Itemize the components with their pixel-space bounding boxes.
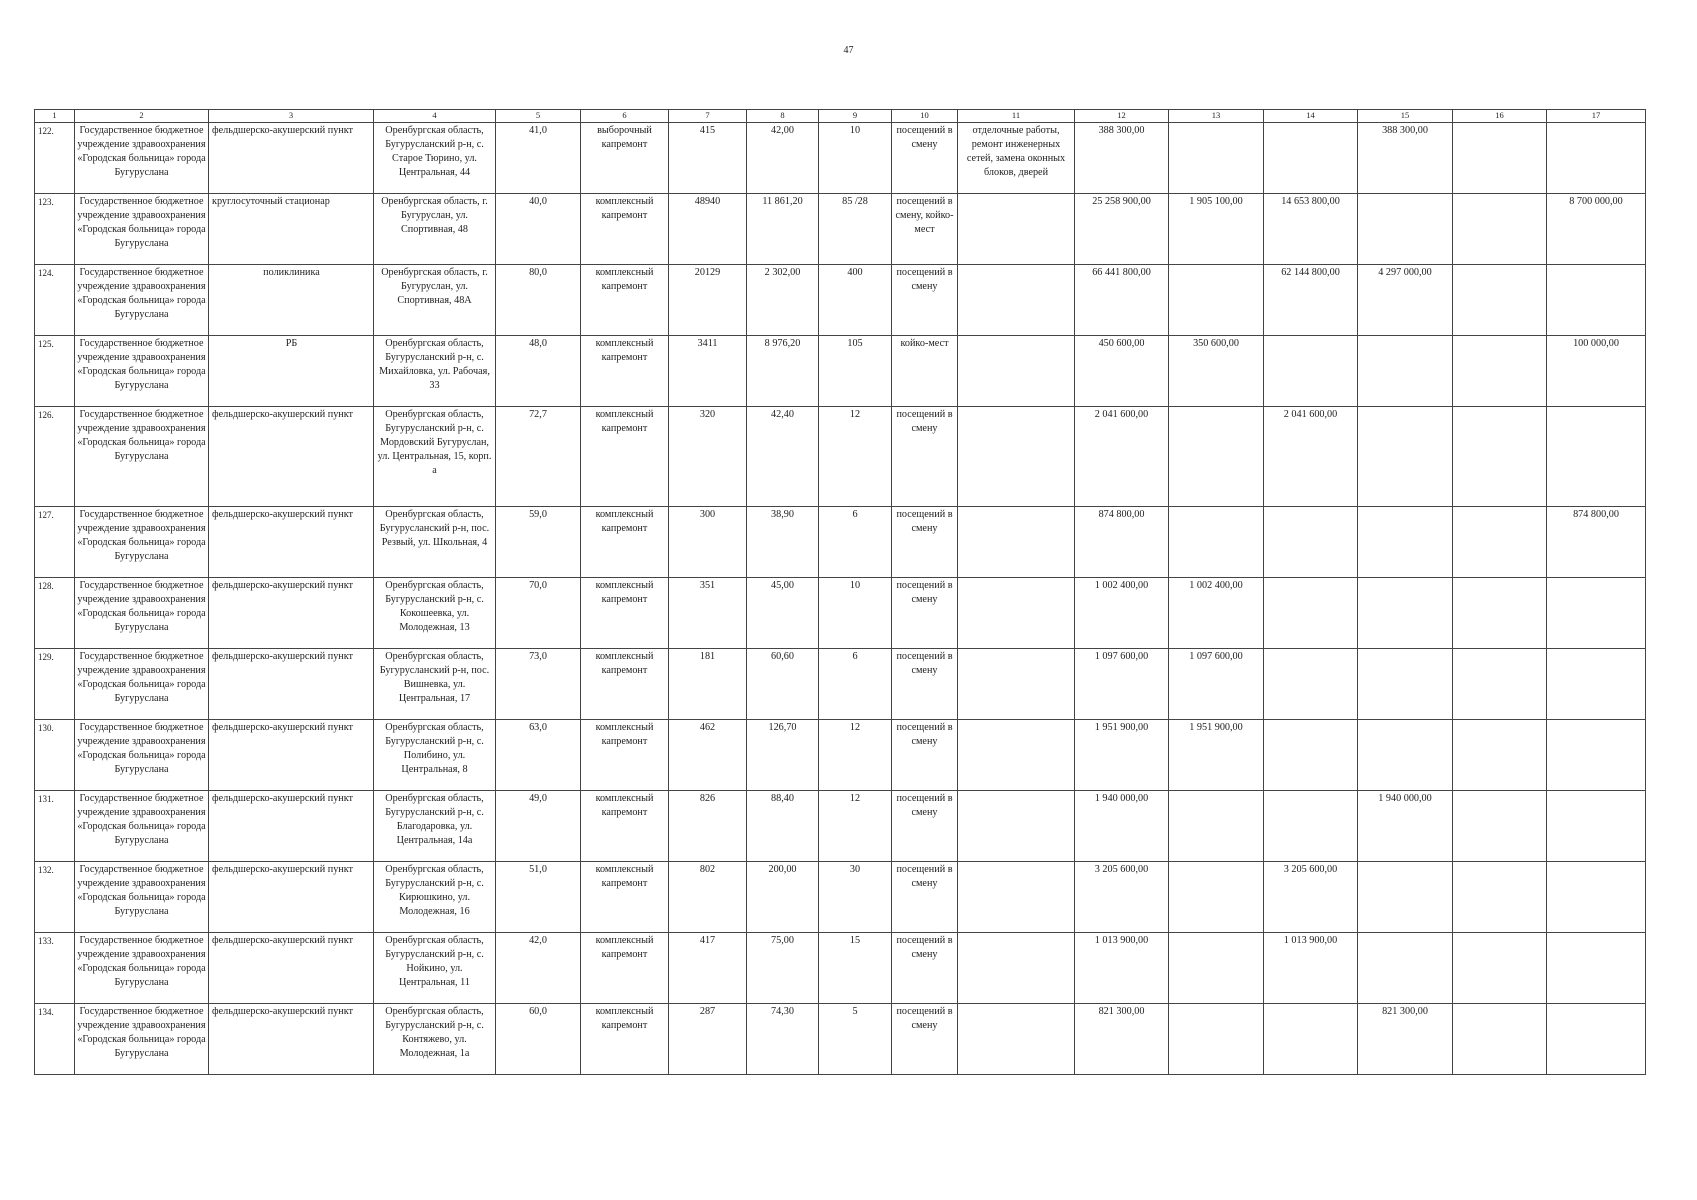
table-cell-col-3: фельдшерско-акушерский пункт: [209, 649, 374, 720]
table-cell-col-17: [1547, 791, 1646, 862]
page-number: 47: [843, 45, 854, 56]
table-cell-col-12: 450 600,00: [1075, 336, 1169, 407]
table-cell-col-11: [958, 507, 1075, 578]
table-cell-col-1: 129.: [35, 649, 75, 720]
table-cell-col-12: 1 940 000,00: [1075, 791, 1169, 862]
table-cell-col-10: посещений в смену, койко-мест: [892, 194, 958, 265]
table-cell-col-7: 826: [669, 791, 747, 862]
table-row: [35, 720, 1646, 791]
column-number: 6: [581, 110, 669, 123]
table-cell-col-2: Государственное бюджетное учреждение здравоохранения «Городская больница» города Бугуруслана: [75, 265, 209, 336]
table-row: [35, 123, 1646, 194]
table-cell-col-9: 15: [819, 933, 892, 1004]
table-cell-col-13: 1 905 100,00: [1169, 194, 1264, 265]
table-cell-col-8: 45,00: [747, 578, 819, 649]
table-cell-col-14: 14 653 800,00: [1264, 194, 1358, 265]
table-row: [35, 336, 1646, 407]
table-cell-col-8: 42,00: [747, 123, 819, 194]
column-number: 14: [1264, 110, 1358, 123]
table-cell-col-15: 388 300,00: [1358, 123, 1453, 194]
table-cell-col-13: [1169, 507, 1264, 578]
table-cell-col-16: [1453, 407, 1547, 507]
table-cell-col-9: 6: [819, 649, 892, 720]
table-cell-col-1: 131.: [35, 791, 75, 862]
column-number: 2: [75, 110, 209, 123]
table-cell-col-3: фельдшерско-акушерский пункт: [209, 507, 374, 578]
table-cell-col-16: [1453, 862, 1547, 933]
table-cell-col-9: 6: [819, 507, 892, 578]
table-cell-col-4: Оренбургская область, Бугурусланский р-н, с. Полибино, ул. Центральная, 8: [374, 720, 496, 791]
table-cell-col-11: [958, 265, 1075, 336]
column-number: 12: [1075, 110, 1169, 123]
column-number: 17: [1547, 110, 1646, 123]
table-cell-col-14: [1264, 123, 1358, 194]
table-cell-col-3: фельдшерско-акушерский пункт: [209, 720, 374, 791]
table-cell-col-17: [1547, 265, 1646, 336]
table-cell-col-14: [1264, 507, 1358, 578]
table-cell-col-5: 80,0: [496, 265, 581, 336]
table-cell-col-2: Государственное бюджетное учреждение здравоохранения «Городская больница» города Бугуруслана: [75, 649, 209, 720]
table-cell-col-14: 1 013 900,00: [1264, 933, 1358, 1004]
table-cell-col-6: комплексный капремонт: [581, 862, 669, 933]
table-cell-col-7: 287: [669, 1004, 747, 1075]
table-cell-col-4: Оренбургская область, Бугурусланский р-н, пос. Резвый, ул. Школьная, 4: [374, 507, 496, 578]
table-cell-col-13: [1169, 265, 1264, 336]
table-cell-col-15: [1358, 862, 1453, 933]
table-cell-col-17: 100 000,00: [1547, 336, 1646, 407]
table-cell-col-15: [1358, 578, 1453, 649]
table-cell-col-3: фельдшерско-акушерский пункт: [209, 123, 374, 194]
table-cell-col-1: 123.: [35, 194, 75, 265]
table-cell-col-8: 88,40: [747, 791, 819, 862]
table-cell-col-9: 105: [819, 336, 892, 407]
table-row: [35, 933, 1646, 1004]
table-cell-col-1: 133.: [35, 933, 75, 1004]
table-cell-col-10: посещений в смену: [892, 649, 958, 720]
table-cell-col-4: Оренбургская область, Бугурусланский р-н, с. Нойкино, ул. Центральная, 11: [374, 933, 496, 1004]
table-cell-col-11: [958, 791, 1075, 862]
table-cell-col-12: 1 951 900,00: [1075, 720, 1169, 791]
table-row: [35, 194, 1646, 265]
table-cell-col-2: Государственное бюджетное учреждение здравоохранения «Городская больница» города Бугуруслана: [75, 578, 209, 649]
table-cell-col-2: Государственное бюджетное учреждение здравоохранения «Городская больница» города Бугуруслана: [75, 407, 209, 507]
table-cell-col-15: [1358, 720, 1453, 791]
table-cell-col-15: 821 300,00: [1358, 1004, 1453, 1075]
table-cell-col-9: 12: [819, 720, 892, 791]
table-cell-col-3: фельдшерско-акушерский пункт: [209, 791, 374, 862]
table-cell-col-4: Оренбургская область, г. Бугуруслан, ул. Спортивная, 48: [374, 194, 496, 265]
table-cell-col-10: посещений в смену: [892, 265, 958, 336]
table-cell-col-16: [1453, 933, 1547, 1004]
table-cell-col-8: 126,70: [747, 720, 819, 791]
table-cell-col-4: Оренбургская область, Бугурусланский р-н, с. Кокошеевка, ул. Молодежная, 13: [374, 578, 496, 649]
table-cell-col-16: [1453, 720, 1547, 791]
table-cell-col-6: комплексный капремонт: [581, 649, 669, 720]
table-cell-col-13: [1169, 1004, 1264, 1075]
capital-repair-table: [34, 109, 1646, 1075]
table-cell-col-7: 48940: [669, 194, 747, 265]
table-cell-col-1: 132.: [35, 862, 75, 933]
table-cell-col-9: 10: [819, 578, 892, 649]
table-cell-col-13: 1 951 900,00: [1169, 720, 1264, 791]
table-cell-col-5: 49,0: [496, 791, 581, 862]
table-cell-col-8: 38,90: [747, 507, 819, 578]
table-cell-col-12: 1 097 600,00: [1075, 649, 1169, 720]
table-cell-col-9: 400: [819, 265, 892, 336]
table-cell-col-13: [1169, 791, 1264, 862]
table-cell-col-10: посещений в смену: [892, 862, 958, 933]
table-cell-col-7: 417: [669, 933, 747, 1004]
table-cell-col-2: Государственное бюджетное учреждение здравоохранения «Городская больница» города Бугуруслана: [75, 791, 209, 862]
table-row: [35, 265, 1646, 336]
table-cell-col-15: 4 297 000,00: [1358, 265, 1453, 336]
table-cell-col-5: 63,0: [496, 720, 581, 791]
table-cell-col-17: [1547, 649, 1646, 720]
table-cell-col-1: 125.: [35, 336, 75, 407]
table-cell-col-3: фельдшерско-акушерский пункт: [209, 578, 374, 649]
table-cell-col-16: [1453, 649, 1547, 720]
table-cell-col-8: 200,00: [747, 862, 819, 933]
table-cell-col-1: 127.: [35, 507, 75, 578]
table-row: [35, 862, 1646, 933]
table-cell-col-17: [1547, 933, 1646, 1004]
table-cell-col-3: круглосуточный стационар: [209, 194, 374, 265]
table-cell-col-11: [958, 578, 1075, 649]
table-cell-col-16: [1453, 123, 1547, 194]
table-cell-col-6: комплексный капремонт: [581, 507, 669, 578]
table-cell-col-1: 122.: [35, 123, 75, 194]
column-number: 5: [496, 110, 581, 123]
table-cell-col-5: 60,0: [496, 1004, 581, 1075]
table-cell-col-2: Государственное бюджетное учреждение здравоохранения «Городская больница» города Бугуруслана: [75, 720, 209, 791]
table-cell-col-1: 134.: [35, 1004, 75, 1075]
table-cell-col-11: [958, 1004, 1075, 1075]
table-cell-col-4: Оренбургская область, г. Бугуруслан, ул. Спортивная, 48А: [374, 265, 496, 336]
table-cell-col-15: [1358, 933, 1453, 1004]
table-cell-col-10: посещений в смену: [892, 507, 958, 578]
table-cell-col-7: 351: [669, 578, 747, 649]
table-cell-col-12: 821 300,00: [1075, 1004, 1169, 1075]
table-cell-col-7: 802: [669, 862, 747, 933]
table-cell-col-8: 11 861,20: [747, 194, 819, 265]
table-cell-col-7: 20129: [669, 265, 747, 336]
table-cell-col-11: [958, 407, 1075, 507]
table-cell-col-17: 8 700 000,00: [1547, 194, 1646, 265]
column-number: 8: [747, 110, 819, 123]
table-cell-col-14: 62 144 800,00: [1264, 265, 1358, 336]
table-cell-col-14: [1264, 720, 1358, 791]
table-cell-col-2: Государственное бюджетное учреждение здравоохранения «Городская больница» города Бугуруслана: [75, 933, 209, 1004]
table-cell-col-14: [1264, 649, 1358, 720]
table-cell-col-6: комплексный капремонт: [581, 578, 669, 649]
table-cell-col-13: [1169, 862, 1264, 933]
table-cell-col-6: комплексный капремонт: [581, 720, 669, 791]
table-cell-col-12: 25 258 900,00: [1075, 194, 1169, 265]
table-cell-col-12: 388 300,00: [1075, 123, 1169, 194]
column-number: 7: [669, 110, 747, 123]
column-number-row: [35, 110, 1646, 123]
table-cell-col-3: фельдшерско-акушерский пункт: [209, 862, 374, 933]
table-cell-col-16: [1453, 265, 1547, 336]
table-cell-col-17: [1547, 407, 1646, 507]
column-number: 9: [819, 110, 892, 123]
table-cell-col-1: 130.: [35, 720, 75, 791]
table-cell-col-10: койко-мест: [892, 336, 958, 407]
table-row: [35, 649, 1646, 720]
table-cell-col-17: [1547, 578, 1646, 649]
table-row: [35, 1004, 1646, 1075]
table-cell-col-6: комплексный капремонт: [581, 791, 669, 862]
table-cell-col-12: 66 441 800,00: [1075, 265, 1169, 336]
table-cell-col-10: посещений в смену: [892, 933, 958, 1004]
table-cell-col-9: 30: [819, 862, 892, 933]
table-cell-col-11: [958, 194, 1075, 265]
table-cell-col-5: 40,0: [496, 194, 581, 265]
table-cell-col-8: 75,00: [747, 933, 819, 1004]
table-cell-col-7: 415: [669, 123, 747, 194]
table-cell-col-1: 124.: [35, 265, 75, 336]
table-cell-col-11: [958, 720, 1075, 791]
table-cell-col-7: 462: [669, 720, 747, 791]
table-cell-col-5: 42,0: [496, 933, 581, 1004]
column-number: 3: [209, 110, 374, 123]
table-cell-col-10: посещений в смену: [892, 123, 958, 194]
table-row: [35, 578, 1646, 649]
table-cell-col-14: 2 041 600,00: [1264, 407, 1358, 507]
table-cell-col-11: [958, 336, 1075, 407]
table-cell-col-4: Оренбургская область, Бугурусланский р-н, с. Благодаровка, ул. Центральная, 14а: [374, 791, 496, 862]
table-cell-col-1: 126.: [35, 407, 75, 507]
table-cell-col-8: 2 302,00: [747, 265, 819, 336]
table-row: [35, 407, 1646, 507]
column-number: 11: [958, 110, 1075, 123]
table-cell-col-15: 1 940 000,00: [1358, 791, 1453, 862]
table-cell-col-16: [1453, 507, 1547, 578]
table-cell-col-12: 1 002 400,00: [1075, 578, 1169, 649]
table-cell-col-4: Оренбургская область, Бугурусланский р-н, с. Михайловка, ул. Рабочая, 33: [374, 336, 496, 407]
table-cell-col-8: 42,40: [747, 407, 819, 507]
table-cell-col-14: [1264, 1004, 1358, 1075]
table-cell-col-11: [958, 649, 1075, 720]
table-cell-col-9: 85 /28: [819, 194, 892, 265]
table-cell-col-3: фельдшерско-акушерский пункт: [209, 933, 374, 1004]
table-cell-col-16: [1453, 578, 1547, 649]
table-cell-col-4: Оренбургская область, Бугурусланский р-н, с. Кирюшкино, ул. Молодежная, 16: [374, 862, 496, 933]
table-cell-col-7: 181: [669, 649, 747, 720]
table-cell-col-13: 1 097 600,00: [1169, 649, 1264, 720]
table-cell-col-17: [1547, 123, 1646, 194]
table-cell-col-3: поликлиника: [209, 265, 374, 336]
table-cell-col-13: 1 002 400,00: [1169, 578, 1264, 649]
table-cell-col-5: 41,0: [496, 123, 581, 194]
table-cell-col-9: 12: [819, 407, 892, 507]
table-cell-col-8: 74,30: [747, 1004, 819, 1075]
table-cell-col-10: посещений в смену: [892, 720, 958, 791]
table-cell-col-2: Государственное бюджетное учреждение здравоохранения «Городская больница» города Бугуруслана: [75, 194, 209, 265]
table-cell-col-4: Оренбургская область, Бугурусланский р-н, с. Старое Тюрино, ул. Центральная, 44: [374, 123, 496, 194]
table-cell-col-15: [1358, 336, 1453, 407]
table-cell-col-12: 1 013 900,00: [1075, 933, 1169, 1004]
table-cell-col-7: 300: [669, 507, 747, 578]
table-cell-col-14: [1264, 791, 1358, 862]
table-cell-col-12: 2 041 600,00: [1075, 407, 1169, 507]
column-number: 16: [1453, 110, 1547, 123]
table-cell-col-6: комплексный капремонт: [581, 265, 669, 336]
table-cell-col-6: комплексный капремонт: [581, 336, 669, 407]
table-cell-col-14: [1264, 336, 1358, 407]
table-row: [35, 791, 1646, 862]
table-cell-col-5: 51,0: [496, 862, 581, 933]
table-cell-col-2: Государственное бюджетное учреждение здравоохранения «Городская больница» города Бугуруслана: [75, 336, 209, 407]
table-cell-col-13: [1169, 407, 1264, 507]
table-cell-col-15: [1358, 649, 1453, 720]
table-cell-col-4: Оренбургская область, Бугурусланский р-н, с. Контяжево, ул. Молодежная, 1а: [374, 1004, 496, 1075]
table-cell-col-12: 874 800,00: [1075, 507, 1169, 578]
table-cell-col-5: 48,0: [496, 336, 581, 407]
table-cell-col-4: Оренбургская область, Бугурусланский р-н, пос. Вишневка, ул. Центральная, 17: [374, 649, 496, 720]
table-cell-col-2: Государственное бюджетное учреждение здравоохранения «Городская больница» города Бугуруслана: [75, 1004, 209, 1075]
table-cell-col-2: Государственное бюджетное учреждение здравоохранения «Городская больница» города Бугуруслана: [75, 862, 209, 933]
table-row: [35, 507, 1646, 578]
table-cell-col-14: 3 205 600,00: [1264, 862, 1358, 933]
table-cell-col-12: 3 205 600,00: [1075, 862, 1169, 933]
table-cell-col-3: фельдшерско-акушерский пункт: [209, 1004, 374, 1075]
table-cell-col-6: комплексный капремонт: [581, 1004, 669, 1075]
table-cell-col-1: 128.: [35, 578, 75, 649]
table-cell-col-3: фельдшерско-акушерский пункт: [209, 407, 374, 507]
table-cell-col-11: отделочные работы, ремонт инженерных сетей, замена оконных блоков, дверей: [958, 123, 1075, 194]
column-number: 4: [374, 110, 496, 123]
table-cell-col-5: 72,7: [496, 407, 581, 507]
table-cell-col-10: посещений в смену: [892, 1004, 958, 1075]
table-cell-col-14: [1264, 578, 1358, 649]
table-cell-col-16: [1453, 1004, 1547, 1075]
table-cell-col-13: 350 600,00: [1169, 336, 1264, 407]
table-cell-col-3: РБ: [209, 336, 374, 407]
table-cell-col-6: комплексный капремонт: [581, 407, 669, 507]
column-number: 13: [1169, 110, 1264, 123]
table-cell-col-8: 60,60: [747, 649, 819, 720]
table-cell-col-5: 70,0: [496, 578, 581, 649]
table-cell-col-10: посещений в смену: [892, 578, 958, 649]
table-cell-col-10: посещений в смену: [892, 407, 958, 507]
table-cell-col-4: Оренбургская область, Бугурусланский р-н, с. Мордовский Бугуруслан, ул. Центральная, 15, корп. а: [374, 407, 496, 507]
table-cell-col-7: 3411: [669, 336, 747, 407]
table-cell-col-2: Государственное бюджетное учреждение здравоохранения «Городская больница» города Бугуруслана: [75, 507, 209, 578]
column-number: 1: [35, 110, 75, 123]
table-cell-col-16: [1453, 336, 1547, 407]
table-cell-col-7: 320: [669, 407, 747, 507]
table-cell-col-6: комплексный капремонт: [581, 194, 669, 265]
column-number: 15: [1358, 110, 1453, 123]
table-cell-col-9: 12: [819, 791, 892, 862]
table-cell-col-6: выборочный капремонт: [581, 123, 669, 194]
table-cell-col-11: [958, 862, 1075, 933]
table-cell-col-17: 874 800,00: [1547, 507, 1646, 578]
table-cell-col-17: [1547, 720, 1646, 791]
table-cell-col-8: 8 976,20: [747, 336, 819, 407]
table-cell-col-13: [1169, 123, 1264, 194]
table-cell-col-2: Государственное бюджетное учреждение здравоохранения «Городская больница» города Бугуруслана: [75, 123, 209, 194]
column-number: 10: [892, 110, 958, 123]
table-cell-col-5: 73,0: [496, 649, 581, 720]
table-cell-col-5: 59,0: [496, 507, 581, 578]
table-cell-col-10: посещений в смену: [892, 791, 958, 862]
table-cell-col-15: [1358, 507, 1453, 578]
table-cell-col-6: комплексный капремонт: [581, 933, 669, 1004]
table-cell-col-13: [1169, 933, 1264, 1004]
table-cell-col-15: [1358, 194, 1453, 265]
table-cell-col-17: [1547, 862, 1646, 933]
table-cell-col-9: 5: [819, 1004, 892, 1075]
table-cell-col-15: [1358, 407, 1453, 507]
table-cell-col-16: [1453, 194, 1547, 265]
table-cell-col-11: [958, 933, 1075, 1004]
table-cell-col-9: 10: [819, 123, 892, 194]
table-cell-col-17: [1547, 1004, 1646, 1075]
table-cell-col-16: [1453, 791, 1547, 862]
